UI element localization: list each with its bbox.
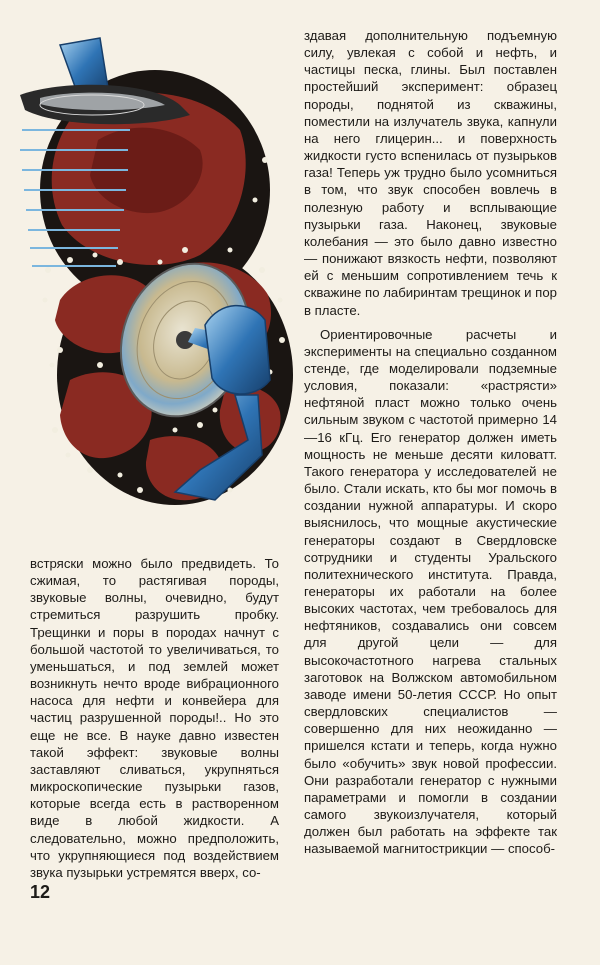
paragraph: Ориентировочные расчеты и эксперименты на специально созданном стенде, где моделировали подземные условия, показали: «растрясти» нефтяной пласт можно только очень сильным звуком с частотой примерно 14—16 кГц. Его генератор должен иметь мощность не меньше десяти киловатт. Такого генератора у исследователей не было. Стали искать, кто бы мог помочь в создании нужной аппаратуры. И скоро выяснилось, что мощные акустические генераторы создают в Свердловске сотрудники и студенты Уральского политехнического института. Правда, генераторы их работали на более высоких частотах, чем требовалось для нефтяников, создавались они совсем для другой цели — для высокочастотного нагрева стальных заготовок на Волжском автомобильном заводе имени 50-летия СССР. Но опыт свердловских специалистов — совершенно для них неожиданно — пришелся кстати и теперь, когда нужно было «обучить» звук новой профессии. Они разработали генератор с нужными параметрами и помогли в создании самого звукоизлучателя, который должен был работать на эффекте так называемой магнитострикции — способ- <box>304 326 557 857</box>
page-number: 12 <box>30 882 51 902</box>
paragraph: встряски можно было предвидеть. То сжимая, то растягивая породы, звуковые волны, очевидно, будут стремиться разрушить пробку. Трещинки и поры в породах начнут с большой частотой то увеличиваться, то уменьшаться, и под землей может возникнуть нечто вроде вибрационного насоса для нефти и конвейера для частиц разрушенной породы!.. Но это еще не все. В науке давно известен такой эффект: звуковые волны заставляют сливаться, укрупняться микроскопические пузырьки газов, которые всегда есть в растворенном виде в любой жидкости. А следовательно, можно предположить, что укрупняющиеся под воздействием звука пузырьки устремятся вверх, со- <box>30 556 279 880</box>
paragraph: здавая дополнительную подъемную силу, увлекая с собой и нефть, и частицы песка, глины. Был поставлен простейший эксперимент: образец породы, поднятой из скважины, поместили на излучатель звука, капнули на него глицерин... и поверхность жидкости густо вспенилась от пузырьков газа! Теперь уж трудно было усомниться в том, что звук способен вовлечь в полезную работу и всплывающие пузырьки газа. Наконец, звуковые колебания — это было давно известно — понижают вязкость нефти, позволяют ей с меньшим сопротивлением течь к скважине по лабиринтам трещинок и пор в пласте. <box>304 28 557 318</box>
illustration <box>0 0 300 545</box>
text-column-left <box>30 555 279 881</box>
text-column-right <box>304 27 557 858</box>
